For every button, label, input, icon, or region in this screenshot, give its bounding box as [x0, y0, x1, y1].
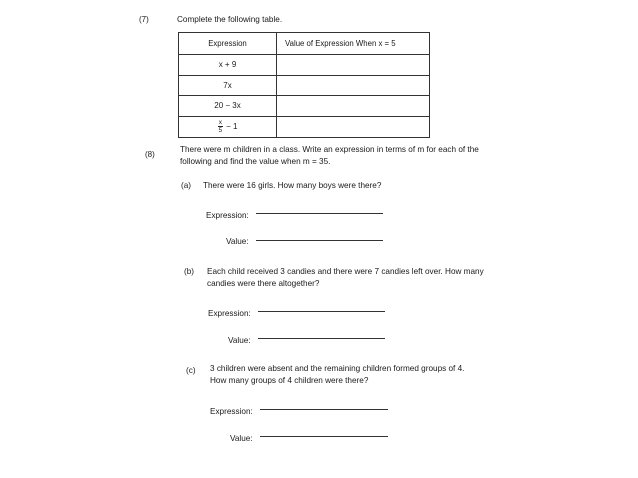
part-c-expression-answer-line[interactable]	[260, 409, 388, 410]
fraction-numerator: x	[218, 119, 222, 127]
value-table	[178, 32, 430, 138]
part-b-expression-answer-line[interactable]	[258, 311, 385, 312]
table-header-value: Value of Expression When x = 5	[277, 33, 429, 55]
part-a-text: There were 16 girls. How many boys were there?	[203, 181, 382, 190]
table-header-expression: Expression	[179, 33, 277, 55]
table-cell-expression: 20 − 3x	[179, 96, 277, 117]
question-8-intro-line2: following and find the value when m = 35.	[180, 157, 331, 166]
part-a-label: (a)	[181, 181, 192, 190]
table-cell-expression-fraction	[179, 117, 277, 138]
table-cell-answer[interactable]	[277, 55, 429, 76]
part-a-value-answer-line[interactable]	[256, 240, 383, 241]
part-a-value-label: Value:	[226, 237, 249, 246]
question-8-number: (8)	[145, 150, 155, 159]
part-c-expression-label: Expression:	[210, 407, 253, 416]
part-a-expression-label: Expression:	[206, 211, 249, 220]
fraction	[218, 119, 224, 134]
part-b-text-line2: candies were there altogether?	[207, 279, 320, 288]
fraction-denominator: 5	[218, 127, 223, 135]
part-b-label: (b)	[184, 267, 195, 276]
table-cell-expression: 7x	[179, 76, 277, 97]
table-cell-answer[interactable]	[277, 117, 429, 138]
question-7-number: (7)	[139, 15, 149, 24]
part-a-expression-answer-line[interactable]	[256, 213, 383, 214]
table-cell-expression: x + 9	[179, 55, 277, 76]
fraction-rest: − 1	[226, 122, 238, 132]
part-b-text-line1: Each child received 3 candies and there were 7 candies left over. How many	[207, 267, 484, 276]
part-c-label: (c)	[186, 366, 196, 375]
part-c-value-answer-line[interactable]	[260, 436, 388, 437]
table-cell-answer[interactable]	[277, 76, 429, 97]
part-b-expression-label: Expression:	[208, 309, 251, 318]
part-b-value-label: Value:	[228, 336, 251, 345]
part-c-text-line2: How many groups of 4 children were there?	[210, 376, 369, 385]
question-7-instruction: Complete the following table.	[177, 15, 283, 24]
part-b-value-answer-line[interactable]	[258, 338, 385, 339]
part-c-value-label: Value:	[230, 434, 253, 443]
question-8-intro-line1: There were m children in a class. Write an expression in terms of m for each of the	[180, 145, 479, 154]
table-cell-answer[interactable]	[277, 96, 429, 117]
part-c-text-line1: 3 children were absent and the remaining children formed groups of 4.	[210, 364, 465, 373]
